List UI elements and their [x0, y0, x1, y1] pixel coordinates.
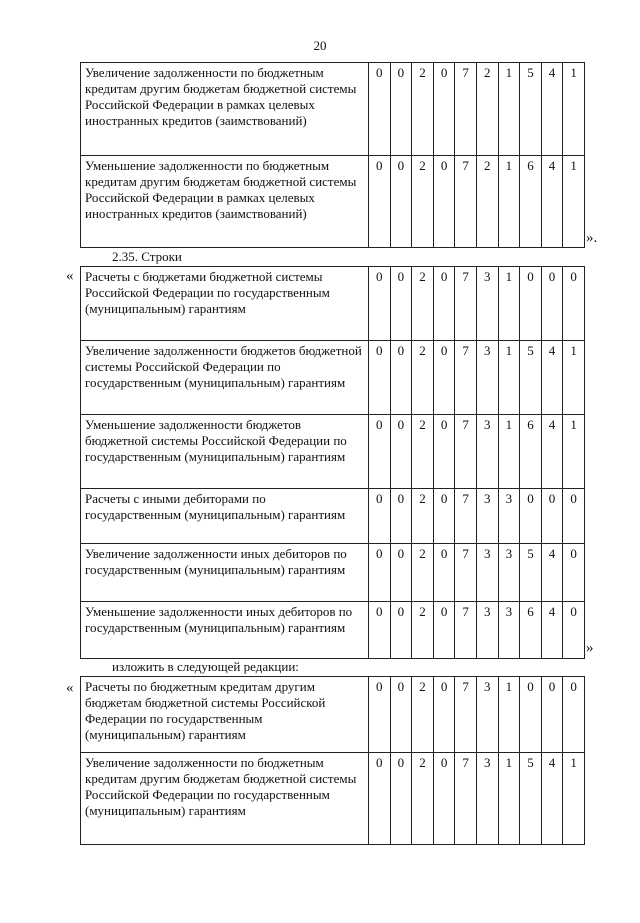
code-digit: 2: [476, 63, 498, 156]
row-label: Увеличение задолженности бюджетов бюджетной системы Российской Федерации по государственным (муниципальным) гарантиям: [81, 341, 369, 415]
code-digit: 0: [433, 341, 455, 415]
code-digit: 3: [476, 489, 498, 544]
code-digit: 0: [390, 415, 412, 489]
code-digit: 0: [369, 156, 391, 248]
code-digit: 0: [390, 544, 412, 602]
code-digit: 2: [412, 341, 434, 415]
code-digit: 0: [541, 267, 563, 341]
code-digit: 4: [541, 63, 563, 156]
code-digit: 6: [520, 415, 542, 489]
code-digit: 0: [390, 677, 412, 753]
code-digit: 0: [390, 753, 412, 845]
code-digit: 1: [563, 156, 585, 248]
code-digit: 0: [433, 677, 455, 753]
code-digit: 1: [498, 267, 520, 341]
code-digit: 0: [390, 341, 412, 415]
code-digit: 2: [412, 489, 434, 544]
code-digit: 3: [498, 602, 520, 659]
code-digit: 7: [455, 753, 477, 845]
code-digit: 7: [455, 544, 477, 602]
row-label: Расчеты с иными дебиторами по государственным (муниципальным) гарантиям: [81, 489, 369, 544]
code-table-3: [80, 676, 585, 845]
page-number: 20: [313, 38, 327, 53]
code-digit: 1: [498, 63, 520, 156]
table-row: [81, 267, 585, 341]
table-row: [81, 544, 585, 602]
code-digit: 3: [476, 415, 498, 489]
code-digit: 2: [412, 753, 434, 845]
code-digit: 1: [563, 753, 585, 845]
table-row: [81, 602, 585, 659]
code-digit: 0: [390, 267, 412, 341]
row-label: Уменьшение задолженности иных дебиторов по государственным (муниципальным) гарантиям: [81, 602, 369, 659]
code-digit: 0: [390, 63, 412, 156]
code-digit: 2: [412, 544, 434, 602]
table-row: [81, 677, 585, 753]
code-digit: 0: [520, 489, 542, 544]
table-row: [81, 489, 585, 544]
code-digit: 1: [498, 341, 520, 415]
code-digit: 0: [369, 341, 391, 415]
code-digit: 1: [563, 341, 585, 415]
code-digit: 0: [369, 267, 391, 341]
code-digit: 1: [498, 753, 520, 845]
code-digit: 5: [520, 544, 542, 602]
code-digit: 3: [476, 602, 498, 659]
table-row: [81, 156, 585, 248]
code-digit: 7: [455, 341, 477, 415]
table-row: [81, 63, 585, 156]
code-digit: 0: [433, 489, 455, 544]
code-digit: 0: [369, 544, 391, 602]
code-digit: 3: [476, 677, 498, 753]
code-digit: 7: [455, 63, 477, 156]
code-digit: 7: [455, 489, 477, 544]
row-label: Уменьшение задолженности по бюджетным кредитам другим бюджетам бюджетной системы Российской Федерации в рамках целевых иностранных кредитов (заимствований): [81, 156, 369, 248]
code-digit: 4: [541, 544, 563, 602]
code-digit: 0: [563, 267, 585, 341]
code-digit: 2: [412, 267, 434, 341]
code-digit: 5: [520, 753, 542, 845]
code-digit: 7: [455, 415, 477, 489]
code-digit: 5: [520, 341, 542, 415]
table-row: [81, 415, 585, 489]
code-digit: 4: [541, 602, 563, 659]
code-digit: 4: [541, 156, 563, 248]
table-row: [81, 753, 585, 845]
code-digit: 0: [433, 415, 455, 489]
code-digit: 0: [369, 602, 391, 659]
code-digit: 0: [433, 544, 455, 602]
close-quote-1: ».: [586, 230, 598, 246]
code-digit: 4: [541, 341, 563, 415]
code-digit: 3: [476, 753, 498, 845]
code-digit: 2: [412, 63, 434, 156]
code-digit: 2: [412, 156, 434, 248]
code-digit: 0: [563, 602, 585, 659]
row-label: Расчеты с бюджетами бюджетной системы Российской Федерации по государственным (муниципальным) гарантиям: [81, 267, 369, 341]
code-digit: 0: [369, 415, 391, 489]
code-digit: 7: [455, 602, 477, 659]
code-digit: 4: [541, 753, 563, 845]
code-digit: 0: [541, 677, 563, 753]
code-digit: 0: [369, 677, 391, 753]
code-digit: 0: [541, 489, 563, 544]
code-digit: 0: [369, 753, 391, 845]
code-digit: 4: [541, 415, 563, 489]
open-quote-3: «: [66, 680, 74, 696]
code-digit: 0: [520, 267, 542, 341]
code-digit: 0: [433, 63, 455, 156]
code-digit: 1: [498, 677, 520, 753]
code-digit: 0: [563, 544, 585, 602]
code-digit: 2: [476, 156, 498, 248]
code-digit: 6: [520, 602, 542, 659]
code-digit: 1: [498, 415, 520, 489]
code-digit: 0: [369, 489, 391, 544]
code-digit: 3: [476, 544, 498, 602]
code-digit: 0: [433, 267, 455, 341]
code-digit: 2: [412, 677, 434, 753]
code-digit: 0: [390, 602, 412, 659]
section-caption: 2.35. Строки: [112, 249, 182, 264]
row-label: Увеличение задолженности по бюджетным кредитам другим бюджетам бюджетной системы Российской Федерации по государственным (муниципальным) гарантиям: [81, 753, 369, 845]
code-digit: 6: [520, 156, 542, 248]
code-digit: 0: [433, 156, 455, 248]
code-digit: 0: [563, 489, 585, 544]
code-digit: 0: [433, 602, 455, 659]
code-digit: 0: [390, 489, 412, 544]
open-quote-2: «: [66, 268, 74, 284]
code-digit: 7: [455, 677, 477, 753]
code-digit: 1: [563, 415, 585, 489]
edit-caption: изложить в следующей редакции:: [112, 659, 299, 674]
code-digit: 3: [476, 267, 498, 341]
code-digit: 0: [520, 677, 542, 753]
code-table-1: [80, 62, 585, 248]
row-label: Уменьшение задолженности бюджетов бюджетной системы Российской Федерации по государственным (муниципальным) гарантиям: [81, 415, 369, 489]
row-label: Увеличение задолженности по бюджетным кредитам другим бюджетам бюджетной системы Российской Федерации в рамках целевых иностранных кредитов (заимствований): [81, 63, 369, 156]
code-digit: 7: [455, 156, 477, 248]
code-digit: 7: [455, 267, 477, 341]
code-digit: 3: [476, 341, 498, 415]
code-digit: 2: [412, 602, 434, 659]
code-digit: 0: [369, 63, 391, 156]
code-digit: 0: [433, 753, 455, 845]
code-digit: 5: [520, 63, 542, 156]
code-digit: 2: [412, 415, 434, 489]
row-label: Расчеты по бюджетным кредитам другим бюджетам бюджетной системы Российской Федерации по государственным (муниципальным) гарантиям: [81, 677, 369, 753]
code-digit: 0: [563, 677, 585, 753]
row-label: Увеличение задолженности иных дебиторов по государственным (муниципальным) гарантиям: [81, 544, 369, 602]
code-digit: 1: [498, 156, 520, 248]
code-digit: 1: [563, 63, 585, 156]
table-row: [81, 341, 585, 415]
code-digit: 0: [390, 156, 412, 248]
code-digit: 3: [498, 544, 520, 602]
code-digit: 3: [498, 489, 520, 544]
close-quote-2: »: [586, 640, 594, 656]
code-table-2: [80, 266, 585, 659]
